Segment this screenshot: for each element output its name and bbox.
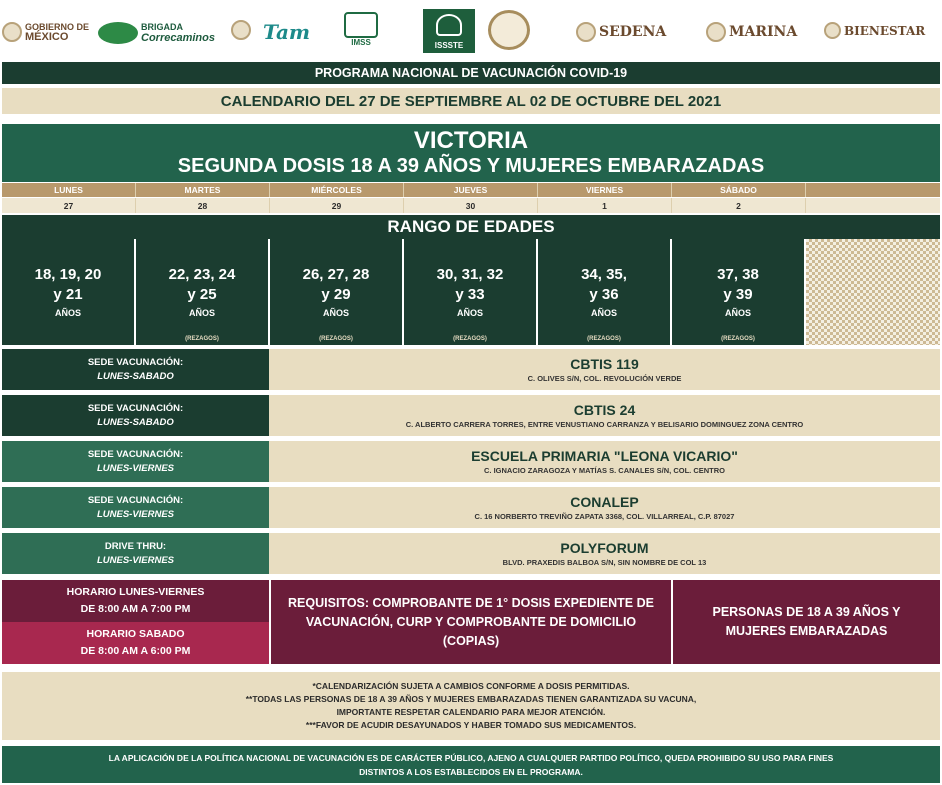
tam-text: Tam [263, 20, 311, 44]
day-date: 30 [404, 198, 538, 213]
age-line2: y 33 [455, 286, 485, 303]
gobierno-line1: GOBIERNO DE [25, 22, 90, 32]
age-note: (REZAGOS) [721, 336, 755, 342]
roadrunner-icon [98, 22, 138, 44]
bienestar-seal-icon [824, 22, 841, 39]
eagle-seal-icon [2, 22, 22, 42]
day-name: VIERNES [538, 183, 672, 197]
footer-line2: DISTINTOS A LOS ESTABLECIDOS EN EL PROGRAMA. [359, 766, 583, 777]
day-date: 27 [2, 198, 136, 213]
marina-text: MARINA [729, 24, 798, 40]
sede-type: SEDE VACUNACIÓN: [87, 402, 184, 414]
sede-info [269, 487, 940, 528]
age-unit: AÑOS [590, 308, 617, 318]
day-date: 29 [270, 198, 404, 213]
sede-type: SEDE VACUNACIÓN: [87, 494, 184, 506]
saturday-hours [2, 622, 269, 664]
age-cell [270, 239, 404, 345]
saturday-hours-time: DE 8:00 AM A 6:00 PM [80, 645, 191, 657]
sede-days: LUNES-VIERNES [96, 554, 175, 566]
marina-seal-icon [706, 22, 726, 42]
age-note: (REZAGOS) [453, 336, 487, 342]
day-name: JUEVES [404, 183, 538, 197]
weekday-hours-time: DE 8:00 AM A 7:00 PM [80, 603, 191, 615]
day-name: MIÉRCOLES [270, 183, 404, 197]
age-line2: y 39 [723, 286, 753, 303]
age-note: (REZAGOS) [185, 336, 219, 342]
sedena-seal-icon [576, 22, 596, 42]
bienestar-logo [824, 22, 925, 39]
sede-row [2, 441, 940, 482]
age-cell [2, 239, 136, 345]
day-name: SÁBADO [672, 183, 806, 197]
sede-address: C. IGNACIO ZARAGOZA Y MATÍAS S. CANALES S/N, COL. CENTRO [484, 465, 725, 475]
note-line: **TODAS LAS PERSONAS DE 18 A 39 AÑOS Y MUJERES EMBARAZADAS TIENEN GARANTIZADA SU VACUNA, [245, 694, 697, 704]
age-range-row [2, 239, 940, 345]
brigada-line2: Correcaminos [141, 32, 215, 44]
saturday-hours-title: HORARIO SABADO [86, 628, 185, 640]
gobierno-line2: MÉXICO [25, 31, 69, 43]
age-line2: y 29 [321, 286, 351, 303]
tamaulipas-seal-logo [231, 20, 251, 40]
age-cell [672, 239, 806, 345]
days-row [2, 183, 940, 197]
program-title: PROGRAMA NACIONAL DE VACUNACIÓN COVID-19 [2, 62, 940, 84]
weekday-hours [2, 580, 269, 622]
requirements-text: REQUISITOS: COMPROBANTE DE 1° DOSIS EXPEDIENTE DE VACUNACIÓN, CURP Y COMPROBANTE DE DOMICILIO (COPIAS) [269, 580, 673, 664]
sede-days: LUNES-SABADO [97, 416, 174, 428]
city-name: VICTORIA [413, 127, 529, 154]
age-line2: y 21 [53, 286, 83, 303]
brigada-correcaminos-logo [98, 22, 215, 44]
day-name: LUNES [2, 183, 136, 197]
age-pattern-fill [806, 239, 940, 345]
sede-address: C. ALBERTO CARRERA TORRES, ENTRE VENUSTIANO CARRANZA Y BELISARIO DOMINGUEZ ZONA CENTRO [405, 419, 804, 429]
sede-name: CONALEP [570, 493, 639, 510]
age-unit: AÑOS [724, 308, 751, 318]
day-empty [806, 183, 940, 197]
sede-type: SEDE VACUNACIÓN: [87, 448, 184, 460]
age-cell [538, 239, 672, 345]
sedena-text: SEDENA [599, 24, 667, 40]
sede-days: LUNES-VIERNES [96, 462, 175, 474]
sede-label [2, 395, 269, 436]
age-line1: 37, 38 [717, 266, 759, 283]
gobierno-mexico-logo [2, 22, 89, 42]
sede-label [2, 487, 269, 528]
notes-block [2, 672, 940, 740]
sede-address: C. OLIVES S/N, COL. REVOLUCIÓN VERDE [527, 373, 682, 383]
calendar-title: CALENDARIO DEL 27 DE SEPTIEMBRE AL 02 DE OCTUBRE DEL 2021 [2, 88, 940, 114]
imss-logo [344, 12, 378, 47]
sede-type: SEDE VACUNACIÓN: [87, 356, 184, 368]
sede-row [2, 533, 940, 574]
issste-text: ISSSTE [434, 41, 464, 50]
sede-info [269, 395, 940, 436]
day-date: 2 [672, 198, 806, 213]
age-line1: 34, 35, [581, 266, 627, 283]
marina-logo [706, 22, 797, 42]
day-date: 28 [136, 198, 270, 213]
brigada-line1: BRIGADA [141, 22, 183, 32]
age-line1: 30, 31, 32 [436, 266, 504, 283]
sede-label [2, 533, 269, 574]
issste-emblem-icon [436, 14, 462, 36]
age-cell [136, 239, 270, 345]
logo-strip [0, 0, 942, 62]
sede-label [2, 441, 269, 482]
dates-row [2, 198, 940, 213]
age-unit: AÑOS [322, 308, 349, 318]
tam-logo [263, 20, 310, 44]
age-cell [404, 239, 538, 345]
age-line1: 22, 23, 24 [168, 266, 236, 283]
sede-days: LUNES-VIERNES [96, 508, 175, 520]
note-line: ***FAVOR DE ACUDIR DESAYUNADOS Y HABER TOMADO SUS MEDICAMENTOS. [305, 720, 637, 730]
weekday-hours-title: HORARIO LUNES-VIERNES [66, 586, 205, 598]
state-seal-icon [231, 20, 251, 40]
sede-info [269, 349, 940, 390]
bienestar-text: BIENESTAR [844, 23, 926, 38]
age-note: (REZAGOS) [587, 336, 621, 342]
sede-row [2, 487, 940, 528]
issste-logo [423, 9, 475, 53]
date-empty [806, 198, 940, 213]
sede-type: DRIVE THRU: [104, 540, 167, 552]
age-line1: 18, 19, 20 [34, 266, 102, 283]
age-line1: 26, 27, 28 [302, 266, 370, 283]
sede-name: CBTIS 119 [570, 355, 639, 372]
city-title-block [2, 124, 940, 182]
age-note: (REZAGOS) [319, 336, 353, 342]
age-unit: AÑOS [456, 308, 483, 318]
sede-name: CBTIS 24 [573, 401, 636, 418]
hours-column [2, 580, 269, 664]
dose-subtitle: SEGUNDA DOSIS 18 A 39 AÑOS Y MUJERES EMBARAZADAS [177, 155, 765, 177]
imss-text: IMSS [351, 38, 371, 47]
sede-days: LUNES-SABADO [97, 370, 174, 382]
age-line2: y 36 [589, 286, 619, 303]
legal-footer [2, 746, 940, 783]
sedena-logo [576, 22, 666, 42]
age-unit: AÑOS [188, 308, 215, 318]
sede-row [2, 395, 940, 436]
day-date: 1 [538, 198, 672, 213]
schedule-requirements-block [2, 580, 940, 664]
note-line: IMPORTANTE RESPETAR CALENDARIO PARA MEJOR ATENCIÓN. [336, 707, 606, 717]
shield-seal-icon [488, 10, 530, 50]
target-population: PERSONAS DE 18 A 39 AÑOS Y MUJERES EMBARAZADAS [673, 580, 940, 664]
day-name: MARTES [136, 183, 270, 197]
sede-info [269, 441, 940, 482]
footer-line1: LA APLICACIÓN DE LA POLÍTICA NACIONAL DE VACUNACIÓN ES DE CARÁCTER PÚBLICO, AJENO A CUALQUIER PARTIDO POLÍTICO, QUEDA PROHIBIDO SU USO PARA FINES [108, 752, 834, 763]
note-line: *CALENDARIZACIÓN SUJETA A CAMBIOS CONFORME A DOSIS PERMITIDAS. [312, 681, 630, 691]
sede-row [2, 349, 940, 390]
sede-name: POLYFORUM [560, 539, 649, 556]
imss-emblem-icon [344, 12, 378, 38]
sede-name: ESCUELA PRIMARIA "LEONA VICARIO" [471, 447, 738, 464]
sede-info [269, 533, 940, 574]
sede-address: BLVD. PRAXEDIS BALBOA S/N, SIN NOMBRE DE COL 13 [502, 557, 707, 567]
sede-label [2, 349, 269, 390]
age-range-title: RANGO DE EDADES [2, 215, 940, 239]
age-line2: y 25 [187, 286, 217, 303]
age-unit: AÑOS [54, 308, 81, 318]
sede-address: C. 16 NORBERTO TREVIÑO ZAPATA 3368, COL. VILLARREAL, C.P. 87027 [474, 511, 735, 521]
